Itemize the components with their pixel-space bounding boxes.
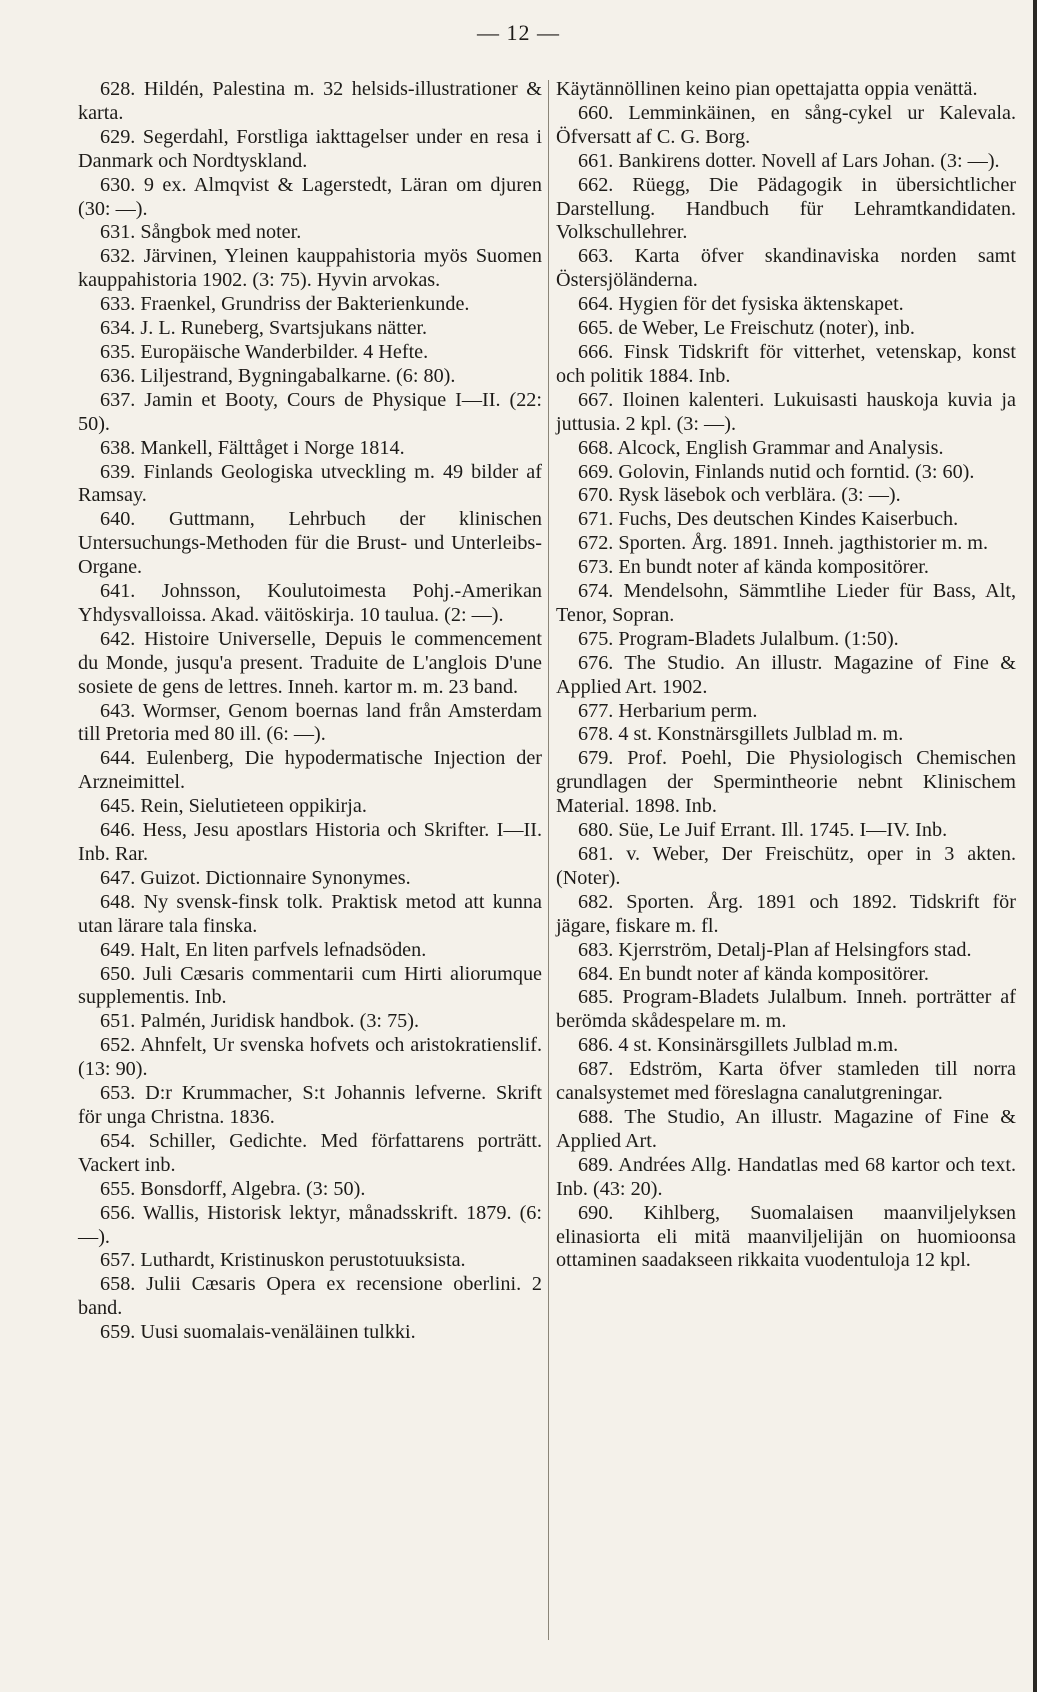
catalog-entry: 636. Liljestrand, Bygningabalkarne. (6: 80). bbox=[100, 364, 456, 387]
page-edge bbox=[1033, 0, 1037, 1692]
catalog-entry: 666. Finsk Tidskrift för vitterhet, vetenskap, konst och politik 1884. Inb. bbox=[556, 340, 1016, 387]
catalog-entry: 671. Fuchs, Des deutschen Kindes Kaiserbuch. bbox=[578, 508, 959, 531]
catalog-entry: 641. Johnsson, Koulutoimesta Pohj.-Amerikan Yhdysvalloissa. Akad. väitöskirja. 10 taulua. (2: —). bbox=[78, 580, 542, 626]
catalog-entry: 681. v. Weber, Der Freischütz, oper in 3 akten. (Noter). bbox=[556, 843, 1016, 889]
catalog-entry: 642. Histoire Universelle, Depuis le commencement du Monde, jusqu'a present. Traduite de L'anglois D'une sosiete de gens de lettres. Inneh. kartor m. m. 23 band. bbox=[78, 627, 542, 698]
catalog-entry: 631. Sångbok med noter. bbox=[100, 221, 302, 244]
catalog-entry: 638. Mankell, Fälttåget i Norge 1814. bbox=[100, 436, 405, 459]
right-column bbox=[556, 78, 1016, 1273]
catalog-entry: 660. Lemminkäinen, en sång-cykel ur Kalevala. Öfversatt af C. G. Borg. bbox=[556, 101, 1016, 148]
catalog-entry: 667. Iloinen kalenteri. Lukuisasti hauskoja kuvia ja juttusia. 2 kpl. (3: —). bbox=[556, 388, 1016, 435]
catalog-entry: 679. Prof. Poehl, Die Physiologisch Chemischen grundlagen der Spermintheorie nebnt Klinischem Material. 1898. Inb. bbox=[556, 747, 1016, 818]
left-column bbox=[78, 78, 542, 1345]
catalog-entry: 650. Juli Cæsaris commentarii cum Hirti aliorumque supplementis. Inb. bbox=[78, 962, 542, 1009]
catalog-entry: 634. J. L. Runeberg, Svartsjukans nätter. bbox=[100, 317, 428, 340]
catalog-entry: 688. The Studio, An illustr. Magazine of Fine & Applied Art. bbox=[556, 1105, 1016, 1152]
catalog-entry: 689. Andrées Allg. Handatlas med 68 kartor och text. Inb. (43: 20). bbox=[556, 1153, 1016, 1200]
catalog-entry: 647. Guizot. Dictionnaire Synonymes. bbox=[100, 866, 411, 889]
catalog-entry: 678. 4 st. Konstnärsgillets Julblad m. m. bbox=[578, 723, 904, 746]
catalog-entry: 649. Halt, En liten parfvels lefnadsöden. bbox=[100, 938, 427, 961]
catalog-entry: 683. Kjerrström, Detalj-Plan af Helsingfors stad. bbox=[578, 938, 972, 961]
catalog-entry: 682. Sporten. Årg. 1891 och 1892. Tidskrift för jägare, fiskare m. fl. bbox=[556, 890, 1016, 937]
catalog-entry: 637. Jamin et Booty, Cours de Physique I—II. (22: 50). bbox=[78, 388, 542, 435]
catalog-entry: 690. Kihlberg, Suomalaisen maanviljelyksen elinasiorta eli mitä maanviljelijän on huomioonsa ottaminen saadakseen rikkaita vuodentuloja 12 kpl. bbox=[556, 1201, 1016, 1272]
catalog-entry: 628. Hildén, Palestina m. 32 helsids-illustrationer & karta. bbox=[78, 78, 542, 124]
catalog-entry: 644. Eulenberg, Die hypodermatische Injection der Arzneimittel. bbox=[78, 747, 542, 794]
catalog-entry: 633. Fraenkel, Grundriss der Bakterienkunde. bbox=[100, 293, 470, 316]
catalog-entry: 640. Guttmann, Lehrbuch der klinischen Untersuchungs-Methoden für die Brust- und Unterleibs-Organe. bbox=[78, 508, 542, 579]
catalog-entry: 684. En bundt noter af kända kompositörer. bbox=[578, 962, 929, 985]
catalog-entry: 673. En bundt noter af kända kompositörer. bbox=[578, 556, 929, 579]
catalog-entry: 646. Hess, Jesu apostlars Historia och Skrifter. I—II. Inb. Rar. bbox=[78, 819, 542, 865]
catalog-entry: 677. Herbarium perm. bbox=[578, 699, 758, 722]
catalog-entry: 668. Alcock, English Grammar and Analysis. bbox=[578, 436, 944, 459]
catalog-entry: 632. Järvinen, Yleinen kauppahistoria myös Suomen kauppahistoria 1902. (3: 75). Hyvin arvokas. bbox=[78, 245, 542, 292]
catalog-entry: 643. Wormser, Genom boernas land från Amsterdam till Pretoria med 80 ill. (6: —). bbox=[78, 699, 542, 746]
catalog-entry: 656. Wallis, Historisk lektyr, månadsskrift. 1879. (6: —). bbox=[78, 1201, 542, 1248]
catalog-entry: 674. Mendelsohn, Sämmtlihe Lieder für Bass, Alt, Tenor, Sopran. bbox=[556, 580, 1016, 626]
catalog-entry: 630. 9 ex. Almqvist & Lagerstedt, Läran om djuren (30: —). bbox=[78, 173, 542, 220]
catalog-entry: 685. Program-Bladets Julalbum. Inneh. porträtter af berömda skådespelare m. m. bbox=[556, 986, 1016, 1033]
catalog-entry: 657. Luthardt, Kristinuskon perustotuuksista. bbox=[100, 1249, 466, 1272]
catalog-entry: 676. The Studio. An illustr. Magazine of Fine & Applied Art. 1902. bbox=[556, 651, 1016, 698]
catalog-entry: 659. Uusi suomalais-venäläinen tulkki. bbox=[100, 1321, 416, 1344]
catalog-entry: 669. Golovin, Finlands nutid och forntid. (3: 60). bbox=[578, 460, 975, 483]
catalog-entry: 687. Edström, Karta öfver stamleden till norra canalsystemet med föreslagna canalutgreningar. bbox=[556, 1058, 1016, 1105]
page-number: — 12 — bbox=[477, 20, 560, 45]
catalog-entry: 639. Finlands Geologiska utveckling m. 49 bilder af Ramsay. bbox=[78, 460, 542, 507]
catalog-entry: 655. Bonsdorff, Algebra. (3: 50). bbox=[100, 1177, 366, 1200]
catalog-entry: 664. Hygien för det fysiska äktenskapet. bbox=[578, 293, 904, 316]
catalog-entry: 686. 4 st. Konsinärsgillets Julblad m.m. bbox=[578, 1034, 899, 1057]
catalog-entry: 653. D:r Krummacher, S:t Johannis lefverne. Skrift för unga Christna. 1836. bbox=[78, 1082, 542, 1128]
catalog-entry: 652. Ahnfelt, Ur svenska hofvets och aristokratienslif. (13: 90). bbox=[78, 1034, 542, 1081]
catalog-entry: 675. Program-Bladets Julalbum. (1:50). bbox=[578, 627, 899, 650]
catalog-entry: 663. Karta öfver skandinaviska norden samt Östersjöländerna. bbox=[556, 245, 1016, 292]
catalog-entry: 645. Rein, Sielutieteen oppikirja. bbox=[100, 795, 367, 818]
catalog-entry: 661. Bankirens dotter. Novell af Lars Johan. (3: —). bbox=[578, 149, 1000, 172]
catalog-entry: 658. Julii Cæsaris Opera ex recensione oberlini. 2 band. bbox=[78, 1273, 542, 1320]
catalog-entry: 665. de Weber, Le Freischutz (noter), inb. bbox=[578, 317, 915, 340]
catalog-entry: Käytännöllinen keino pian opettajatta oppia venättä. bbox=[556, 78, 978, 100]
catalog-entry: 635. Europäische Wanderbilder. 4 Hefte. bbox=[100, 340, 429, 363]
catalog-entry: 629. Segerdahl, Forstliga iakttagelser under en resa i Danmark och Nordtyskland. bbox=[78, 125, 542, 172]
catalog-entry: 672. Sporten. Årg. 1891. Inneh. jagthistorier m. m. bbox=[578, 532, 989, 555]
catalog-entry: 648. Ny svensk-finsk tolk. Praktisk metod att kunna utan lärare tala finska. bbox=[78, 890, 542, 937]
catalog-entry: 654. Schiller, Gedichte. Med författarens porträtt. Vackert inb. bbox=[78, 1129, 542, 1176]
catalog-entry: 680. Süe, Le Juif Errant. Ill. 1745. I—IV. Inb. bbox=[578, 819, 948, 842]
catalog-entry: 670. Rysk läsebok och verblära. (3: —). bbox=[578, 484, 901, 507]
catalog-entry: 662. Rüegg, Die Pädagogik in übersichtlicher Darstellung. Handbuch für Lehramtkandidaten. Volkschullehrer. bbox=[556, 173, 1016, 244]
column-divider bbox=[548, 80, 549, 1640]
catalog-entry: 651. Palmén, Juridisk handbok. (3: 75). bbox=[100, 1010, 420, 1033]
